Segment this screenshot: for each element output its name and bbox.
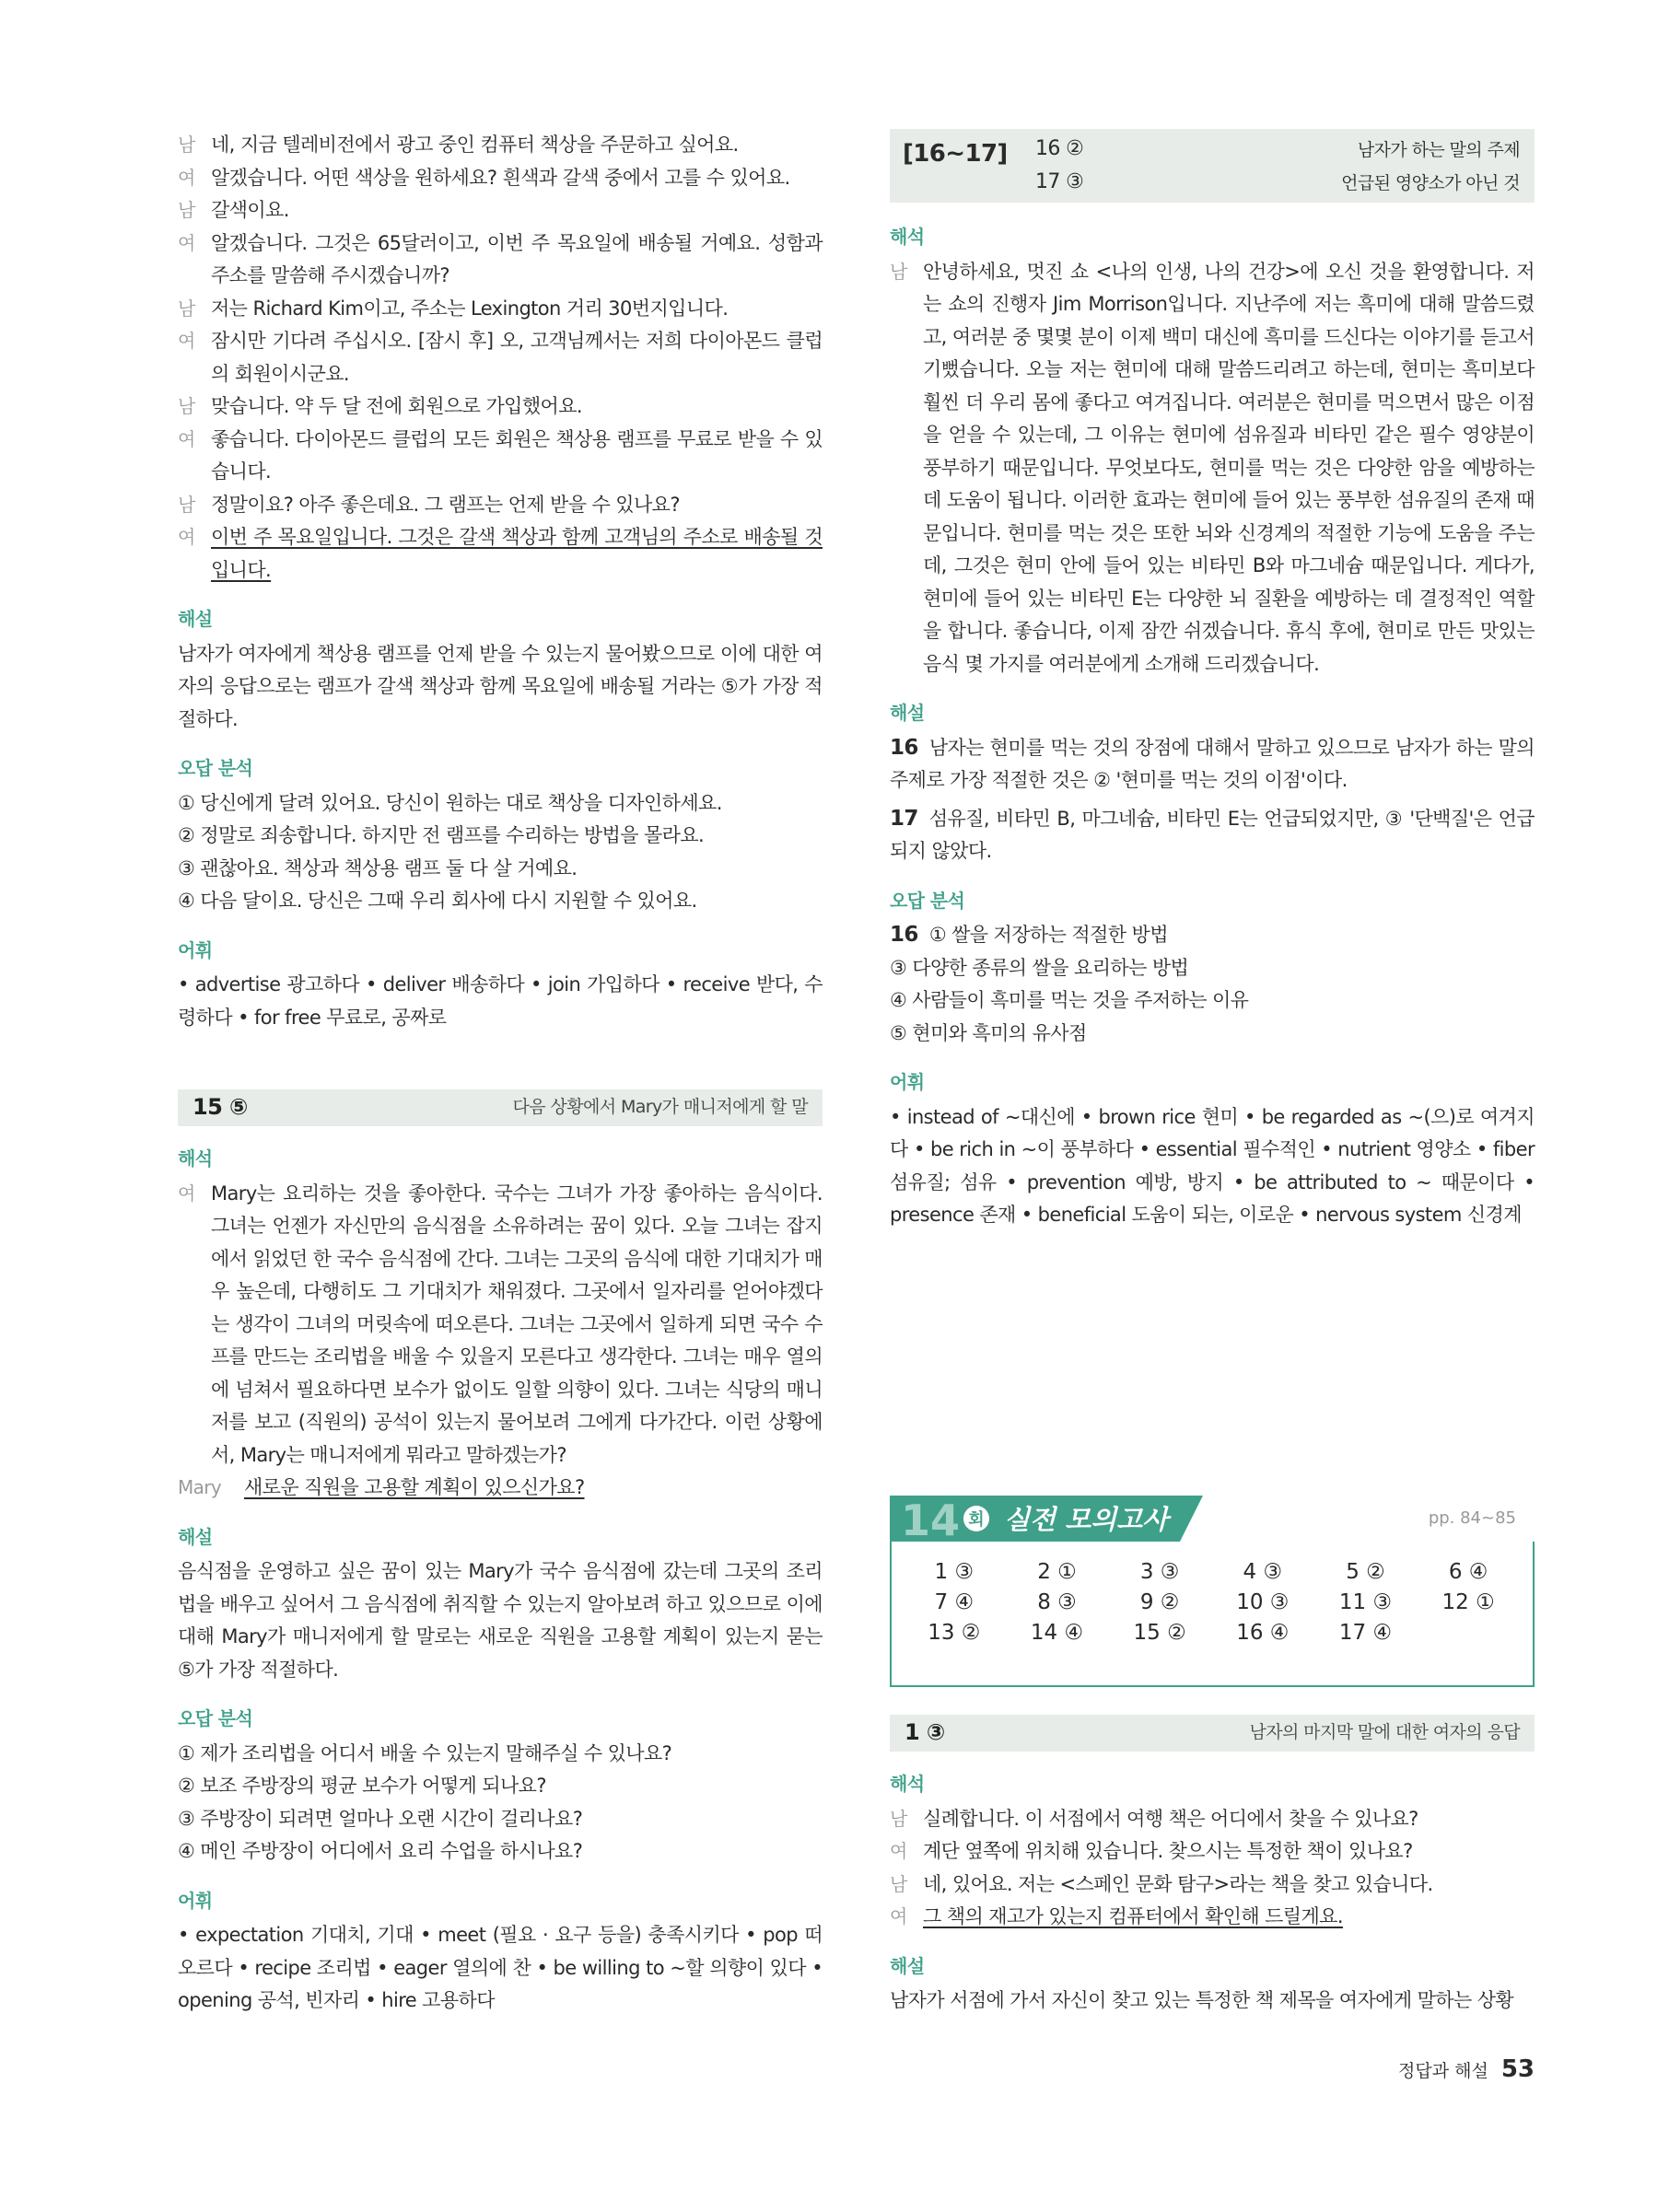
vocab-list: • expectation 기대치, 기대 • meet (필요 · 요구 등을) 충족시키다 • pop 떠오르다 • recipe 조리법 • eager 열의에 찬 • be willing to ~할 의향이 있다 • opening 공석, 빈자리 • hire 고용하다 (178, 1924, 823, 2011)
footer-label: 정답과 해설 (1398, 2061, 1488, 2081)
list-item: ③ 다양한 종류의 쌀을 요리하는 방법 (890, 956, 1189, 979)
dialogue-text: 알겠습니다. 그것은 65달러이고, 이번 주 목요일에 배송될 거예요. 성함과 주소를 말씀해 주시겠습니까? (211, 231, 823, 286)
section-heading-vocab: 어휘 (178, 938, 213, 961)
exam-answer-box (890, 1496, 1535, 1689)
dialogue-line (890, 1869, 1535, 1902)
question-topic-17: 언급된 영양소가 아닌 것 (1341, 173, 1520, 193)
answer-cell: 3 ③ (1139, 1560, 1180, 1584)
answer-cell: 17 ④ (1338, 1621, 1393, 1645)
list-item: ④ 다음 달이요. 당신은 그때 우리 회사에 다시 지원할 수 있어요. (178, 890, 697, 912)
question-topic: 다음 상황에서 Mary가 매니저에게 할 말 (512, 1097, 808, 1118)
speaker-label: 남 (890, 1872, 907, 1895)
dialogue-line (178, 390, 823, 424)
dialogue-line (178, 325, 823, 390)
dialogue-text: 그 책의 재고가 있는지 컴퓨터에서 확인해 드릴게요. (923, 1905, 1343, 1927)
question-topic: 남자의 마지막 말에 대한 여자의 응답 (1249, 1722, 1520, 1743)
explanation-text: 섬유질, 비타민 B, 마그네슘, 비타민 E는 언급되었지만, ③ '단백질'은 언급되지 않았다. (890, 807, 1535, 862)
list-item: ① 당신에게 달려 있어요. 당신이 원하는 대로 책상을 디자인하세요. (178, 791, 722, 814)
left-column (178, 129, 823, 2018)
page-footer (1398, 2055, 1535, 2083)
section-heading-haeseok: 해석 (890, 226, 925, 248)
list-item: ② 보조 주방장의 평균 보수가 어떻게 되나요? (178, 1775, 546, 1797)
answer-cell: 7 ④ (934, 1590, 975, 1614)
answer-cell: 4 ③ (1243, 1560, 1283, 1584)
question-topic-16: 남자가 하는 말의 주제 (1357, 140, 1520, 160)
list-item: ⑤ 현미와 흑미의 유사점 (890, 1021, 1087, 1044)
speaker-label: 여 (890, 1905, 907, 1927)
dialogue-text: 맞습니다. 약 두 달 전에 회원으로 가입했어요. (211, 395, 582, 417)
speaker-label: 여 (178, 330, 195, 352)
dialogue-line (178, 194, 823, 227)
list-item: ① 제가 조리법을 어디서 배울 수 있는지 말해주실 수 있나요? (178, 1741, 672, 1764)
speaker-label: 여 (178, 166, 195, 189)
dialogue-text: 계단 옆쪽에 위치해 있습니다. 찾으시는 특정한 책이 있나요? (923, 1840, 1413, 1862)
dialogue-line (178, 129, 823, 162)
speaker-label: 여 (890, 1840, 907, 1862)
answer-cell: 2 ① (1037, 1560, 1077, 1584)
question-number: 1 ③ (905, 1719, 945, 1746)
section-heading-haeseol: 해설 (178, 1525, 213, 1548)
speaker-label: 남 (178, 493, 195, 516)
explanation-17 (890, 803, 1535, 868)
answer-cell: 13 ② (928, 1621, 981, 1645)
dialogue-line (178, 521, 823, 587)
story-passage (178, 1178, 823, 1473)
wrong-answers-list (178, 787, 823, 918)
speaker-label: 남 (890, 260, 907, 283)
dialogue-line (890, 1803, 1535, 1836)
item-number: 17 (890, 806, 918, 831)
speaker-label: 남 (178, 134, 195, 156)
exam-number: 14 (901, 1496, 961, 1542)
explanation-text: 남자가 여자에게 책상용 램프를 언제 받을 수 있는지 물어봤으므로 이에 대한 여자의 응답으로는 램프가 갈색 책상과 함께 목요일에 배송될 거라는 ⑤가 가장 적절하다. (178, 642, 823, 730)
list-item-text: ① 쌀을 저장하는 적절한 방법 (928, 924, 1168, 946)
list-item (890, 919, 1535, 952)
list-item: ③ 주방장이 되려면 얼마나 오랜 시간이 걸리나요? (178, 1807, 583, 1830)
hoe-label: 회 (968, 1510, 985, 1530)
explanation-text: 음식점을 운영하고 싶은 꿈이 있는 Mary가 국수 음식점에 갔는데 그곳의 조리법을 배우고 싶어서 그 음식점에 취직할 수 있는지 알아보려 하고 있으므로 이에 대해 Mary가 매니저에게 할 말로는 새로운 직원을 고용할 계획이 있는지 묻는 ⑤가 가장 적절하다. (178, 1560, 823, 1681)
dialogue-text: 네, 있어요. 저는 <스페인 문화 탐구>라는 책을 찾고 있습니다. (923, 1872, 1433, 1895)
answer-cell: 1 ③ (934, 1560, 975, 1584)
question-bar-16-17 (890, 129, 1535, 203)
explanation-text: 남자는 현미를 먹는 것의 장점에 대해서 말하고 있으므로 남자가 하는 말의 주제로 가장 적절한 것은 ② '현미를 먹는 것의 이점'이다. (890, 736, 1535, 791)
section-heading-odap: 오답 분석 (178, 1707, 253, 1729)
dialogue-text: 좋습니다. 다이아몬드 클럽의 모든 회원은 책상용 램프를 무료로 받을 수 있습니다. (211, 427, 823, 483)
question-number: 15 ⑤ (193, 1094, 248, 1121)
question-bar-15 (178, 1089, 823, 1126)
dialogue-text: 네, 지금 텔레비전에서 광고 중인 컴퓨터 책상을 주문하고 싶어요. (211, 134, 739, 156)
speaker-label: 남 (890, 1807, 907, 1830)
list-item: ③ 괜찮아요. 책상과 책상용 램프 둘 다 살 거예요. (178, 856, 578, 879)
section-heading-haeseol: 해설 (178, 608, 213, 630)
list-item: ② 정말로 죄송합니다. 하지만 전 램프를 수리하는 방법을 몰라요. (178, 824, 705, 846)
speaker-label: 남 (178, 395, 195, 417)
answer-cell: 5 ② (1346, 1560, 1385, 1584)
wrong-answers-list (890, 919, 1535, 1050)
dialogue-line (178, 489, 823, 522)
right-column (890, 129, 1535, 1232)
speaker-label: 여 (178, 1182, 195, 1205)
speech-text: 안녕하세요, 멋진 쇼 <나의 인생, 나의 건강>에 오신 것을 환영합니다. 저는 쇼의 진행자 Jim Morrison입니다. 지난주에 저는 흑미에 대해 말씀드렸고, 여러분 중 몇몇 분이 이제 백미 대신에 흑미를 드신다는 이야기를 듣고서 기뻤습니다. 오늘 저는 현미에 대해 말씀드리려고 하는데, 현미는 흑미보다 훨씬 더 우리 몸에 좋다고 여겨집니다. 여러분은 현미를 먹으면서 많은 이점을 얻을 수 있는데, 그 이유는 현미에 섬유질과 비타민 같은 필수 영양분이 풍부하기 때문입니다. 무엇보다도, 현미를 먹는 것은 다양한 암을 예방하는 데 도움이 됩니다. 이러한 효과는 현미에 들어 있는 풍부한 섬유질의 존재 때문입니다. 현미를 먹는 것은 또한 뇌와 신경계의 적절한 기능에 도움을 주는데, 그것은 현미 안에 들어 있는 비타민 B와 마그네슘 때문입니다. 게다가, 현미에 들어 있는 비타민 E는 다양한 뇌 질환을 예방하는 데 결정적인 역할을 합니다. 좋습니다, 이제 잠깐 쉬겠습니다. 휴식 후에, 현미로 만든 맛있는 음식 몇 가지를 여러분에게 소개해 드리겠습니다. (923, 260, 1535, 675)
dialogue-text: 갈색이요. (211, 199, 289, 221)
explanation-16 (890, 732, 1535, 797)
answer-cell: 10 ③ (1236, 1590, 1290, 1614)
answer-cell: 15 ② (1133, 1621, 1186, 1645)
list-item: ④ 메인 주방장이 어디에서 요리 수업을 하시나요? (178, 1840, 583, 1862)
vocab-list: • advertise 광고하다 • deliver 배송하다 • join 가입하다 • receive 받다, 수령하다 • for free 무료로, 공짜로 (178, 973, 823, 1029)
speaker-label: 여 (178, 427, 195, 450)
dialogue-line (890, 1835, 1535, 1869)
section-heading-haeseok: 해석 (178, 1147, 213, 1170)
dialogue-text: 실례합니다. 이 서점에서 여행 책은 어디에서 찾을 수 있나요? (923, 1807, 1418, 1830)
section-heading-odap: 오답 분석 (178, 757, 253, 779)
page-range: pp. 84~85 (1428, 1508, 1516, 1528)
dialogue-line (178, 227, 823, 293)
page-number: 53 (1500, 2055, 1535, 2083)
section-heading-haeseok: 해석 (890, 1773, 925, 1795)
speaker-label: Mary (178, 1476, 222, 1498)
dialogue-line (178, 293, 823, 326)
answer-cell: 14 ④ (1030, 1621, 1084, 1645)
answer-grid (903, 1560, 1520, 1645)
answer-cell: 9 ② (1139, 1590, 1180, 1614)
speaker-label: 여 (178, 526, 195, 548)
section-heading-haeseol: 해설 (890, 702, 925, 724)
section-heading-haeseol: 해설 (890, 1954, 925, 1977)
answer-sentence: 새로운 직원을 고용할 계획이 있으신가요? (244, 1476, 585, 1498)
answer-cell: 12 ① (1441, 1590, 1495, 1614)
mary-line (178, 1472, 823, 1505)
section-heading-vocab: 어휘 (178, 1889, 213, 1912)
speech-passage (890, 256, 1535, 681)
wrong-answers-list (178, 1738, 823, 1869)
list-item: ④ 사람들이 흑미를 먹는 것을 주저하는 이유 (890, 989, 1249, 1011)
answer-cell: 11 ③ (1338, 1590, 1393, 1614)
answer-cell: 8 ③ (1037, 1590, 1077, 1614)
section-heading-odap: 오답 분석 (890, 889, 965, 912)
exam-header-banner (890, 1496, 1203, 1542)
answer-cell: 6 ④ (1448, 1560, 1488, 1584)
item-number: 16 (890, 735, 918, 760)
exam-title: 실전 모의고사 (1004, 1504, 1169, 1535)
dialogue-text: 알겠습니다. 어떤 색상을 원하세요? 흰색과 갈색 중에서 고를 수 있어요. (211, 166, 790, 189)
question-bar-1 (890, 1715, 1535, 1752)
speaker-label: 여 (178, 231, 195, 254)
dialogue-text: 이번 주 목요일입니다. 그것은 갈색 책상과 함께 고객님의 주소로 배송될 것입니다. (211, 526, 823, 581)
dialogue-line (890, 1901, 1535, 1934)
dialogue-text: 잠시만 기다려 주십시오. [잠시 후] 오, 고객님께서는 저희 다이아몬드 클럽의 회원이시군요. (211, 330, 823, 385)
dialogue-text: 정말이요? 아주 좋은데요. 그 램프는 언제 받을 수 있나요? (211, 493, 680, 516)
section-heading-vocab: 어휘 (890, 1071, 925, 1093)
answer-17: 17 ③ (1035, 170, 1084, 193)
speaker-label: 남 (178, 297, 195, 320)
explanation-text: 남자가 서점에 가서 자신이 찾고 있는 특정한 책 제목을 여자에게 말하는 상황 (890, 1989, 1514, 2011)
vocab-list: • instead of ~대신에 • brown rice 현미 • be regarded as ~(으)로 여겨지다 • be rich in ~이 풍부하다 • essential 필수적인 • nutrient 영양소 • fiber 섬유질; 섬유 • prevention 예방, 방지 • be attributed to ~ 때문이다 • presence 존재 • beneficial 도움이 되는, 이로운 • nervous system 신경계 (890, 1105, 1535, 1226)
speaker-label: 남 (178, 199, 195, 221)
answer-cell: 16 ④ (1236, 1621, 1290, 1645)
dialogue-1 (178, 129, 823, 587)
dialogue-line (178, 162, 823, 195)
answer-16: 16 ② (1035, 137, 1084, 160)
dialogue-text: 저는 Richard Kim이고, 주소는 Lexington 거리 30번지입니다. (211, 297, 729, 320)
story-text: Mary는 요리하는 것을 좋아한다. 국수는 그녀가 가장 좋아하는 음식이다. 그녀는 언젠가 자신만의 음식점을 소유하려는 꿈이 있다. 오늘 그녀는 잡지에서 읽었던 한 국수 음식점에 간다. 그녀는 그곳의 음식에 대한 기대치가 매우 높은데, 다행히도 그 기대치가 채워졌다. 그곳에서 일자리를 얻어야겠다는 생각이 그녀의 머릿속에 떠오른다. 그녀는 그곳에서 일하게 되면 국수 수프를 만드는 조리법을 배울 수 있을지 모른다고 생각한다. 그녀는 매우 열의에 넘쳐서 필요하다면 보수가 없이도 일할 의향이 있다. 그녀는 식당의 매니저를 보고 (직원의) 공석이 있는지 물어보려 그에게 다가간다. 이런 상황에서, Mary는 매니저에게 뭐라고 말하겠는가? (211, 1182, 823, 1466)
dialogue-line (178, 424, 823, 489)
dialogue-2 (890, 1803, 1535, 1934)
item-number: 16 (890, 923, 918, 947)
question-range: [16~17] (903, 140, 1008, 168)
question-1-block (890, 1715, 1535, 2018)
